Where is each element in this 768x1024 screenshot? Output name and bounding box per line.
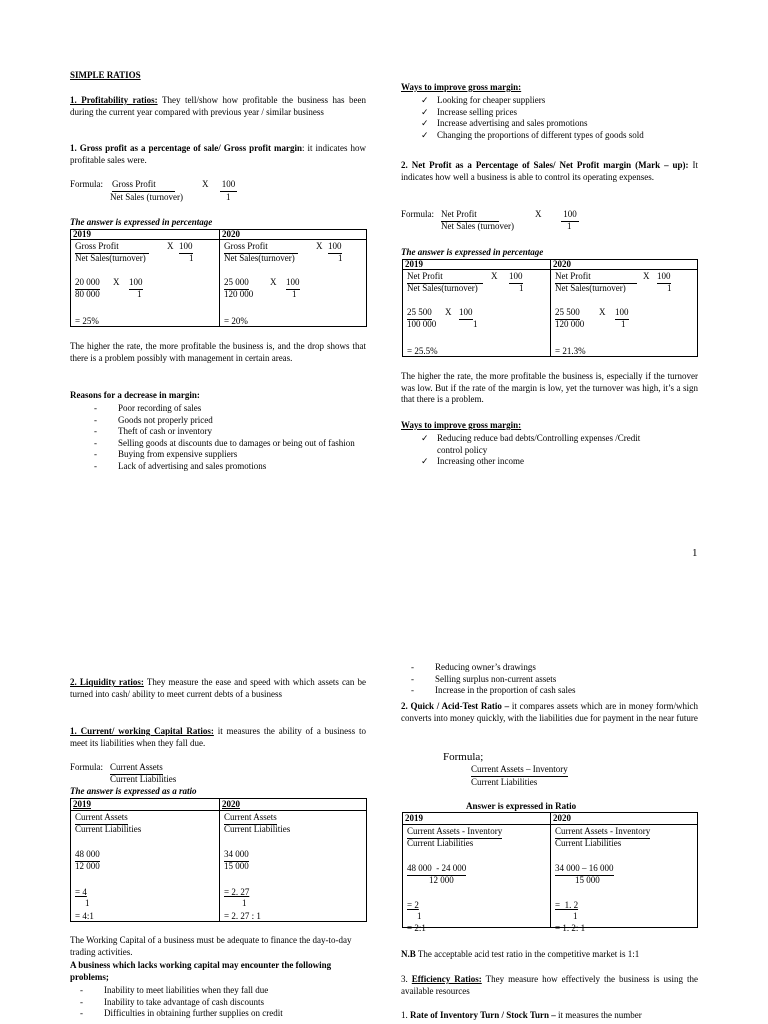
cell-x: X (643, 271, 650, 281)
value-one: 1 (573, 911, 578, 921)
cell-numerator: Current Assets - Inventory (407, 826, 502, 839)
cell-numerator: Gross Profit (224, 241, 298, 254)
year-2019: 2019 (71, 799, 220, 811)
reason-item: - Lack of advertising and sales promotions (118, 461, 366, 473)
reason-item: - Theft of cash or inventory (118, 426, 366, 438)
year-2020: 2020 (220, 230, 367, 240)
ways-list (437, 95, 698, 141)
improve-item: - Increase in the proportion of cash sales (435, 685, 698, 697)
cell-numerator: Net Profit (407, 271, 483, 284)
result: = 4:1 (75, 911, 94, 921)
value-x: X (113, 277, 120, 287)
percentage-caption: The answer is expressed in percentage (70, 217, 213, 227)
year-2019: 2019 (403, 813, 551, 825)
value-one: 1 (621, 319, 626, 329)
value-x: X (599, 307, 606, 317)
cell-x: X (491, 271, 498, 281)
year-2020: 2020 (551, 813, 698, 825)
liquidity-paragraph: 2. Liquidity ratios: They measure the ease and speed with which assets can be turned into cash/ ability to meet current debts of a business (70, 677, 366, 699)
value-numerator: 25 000 (224, 277, 249, 290)
formula-denominator: Net Sales (turnover) (110, 192, 183, 202)
reason-item: - Buying from expensive suppliers (118, 449, 366, 461)
value-one: 1 (242, 898, 247, 908)
cell-denominator: Current Liabilities (555, 838, 622, 848)
value-one: 1 (292, 289, 297, 299)
cell-numerator: Current Assets (75, 812, 128, 825)
cell-denominator: Current Liabilities (407, 838, 474, 848)
problem-item: - Difficulties in obtaining further supplies on credit (104, 1008, 366, 1020)
cell-one: 1 (189, 253, 194, 263)
gross-profit-paragraph: 1. Gross profit as a percentage of sale/ Gross profit margin: it indicates how profitable sales were. (70, 143, 366, 165)
problem-item: - Inability to meet liabilities when they fall due (104, 985, 366, 997)
result: = 21.3% (555, 346, 586, 356)
value-one: 1 (417, 911, 422, 921)
cell-numerator: Net Profit (555, 271, 637, 284)
value-one: 1 (137, 289, 142, 299)
qa-caption: Answer is expressed in Ratio (466, 801, 577, 811)
page-2 (0, 608, 768, 1024)
cell-hundred: 100 (328, 241, 342, 254)
year-2020: 2020 (551, 260, 698, 270)
way-item: ✓ Increase advertising and sales promotions (437, 118, 698, 130)
np-formula-one: 1 (567, 221, 572, 231)
np-explanation: The higher the rate, the more profitable the business is, especially if the turnover was low. But if the rate of the margin is low, yet the turnover was high, it’s a sign that there is a problem. (401, 371, 698, 405)
reasons-title: Reasons for a decrease in margin: (70, 390, 200, 400)
problems-list (104, 985, 366, 1020)
np-formula-hundred: 100 (561, 209, 579, 222)
cell-denominator: Net Sales(turnover) (407, 283, 478, 293)
improve-item: - Reducing owner’s drawings (435, 662, 698, 674)
cell-hundred: 100 (179, 241, 193, 254)
formula-label: Formula; (443, 751, 484, 763)
cr-formula-numerator: Current Assets (110, 762, 163, 775)
cell-denominator: Net Sales(turnover) (75, 253, 146, 263)
improve-list (435, 662, 698, 697)
improve-item: - Selling surplus non-current assets (435, 674, 698, 686)
cell-one: 1 (519, 283, 524, 293)
working-capital-text: The Working Capital of a business must be adequate to finance the day-to-day trading activities. (70, 935, 352, 957)
cell-one: 1 (667, 283, 672, 293)
value-eq: = 1. 2 (555, 900, 579, 910)
ratio-caption: The answer is expressed as a ratio (70, 786, 197, 796)
value-denominator: 80 000 (75, 289, 100, 299)
value-denominator: 12 000 (429, 875, 454, 885)
reason-item: - Selling goods at discounts due to damages or being out of fashion (118, 438, 366, 450)
problem-item: - Inability to take advantage of cash discounts (104, 997, 366, 1009)
acid-test-table (402, 812, 698, 933)
formula-label: Formula: (70, 762, 103, 772)
np-formula-x: X (535, 209, 542, 219)
cell-numerator: Current Assets (224, 812, 277, 825)
result: = 25.5% (407, 346, 438, 356)
way-item: ✓ Looking for cheaper suppliers (437, 95, 698, 107)
value-numerator: 20 000 (75, 277, 100, 290)
way-item: ✓ Changing the proportions of different types of goods sold (437, 130, 698, 142)
result: = 1. 2: 1 (555, 923, 586, 933)
result: = 25% (75, 316, 99, 326)
cell-one: 1 (338, 253, 343, 263)
gross-profit-table (70, 229, 367, 327)
cell-denominator: Current Liabilities (75, 824, 142, 834)
value-hundred: 100 (129, 277, 143, 290)
value-denominator: 120 000 (555, 319, 585, 329)
np-formula-denominator: Net Sales (turnover) (441, 221, 514, 231)
value-numerator: 34 000 – 16 000 (555, 863, 614, 876)
gp-explanation: The higher the rate, the more profitable the business is, and the drop shows that there is a problem possibly with management in certain areas. (70, 341, 366, 363)
value-hundred: 100 (286, 277, 300, 290)
value-x: X (270, 277, 277, 287)
value-hundred: 100 (459, 307, 473, 320)
cell-hundred: 100 (509, 271, 523, 284)
way-item: ✓ Increasing other income (437, 456, 667, 468)
year-2019: 2019 (71, 230, 220, 240)
value-numerator: 48 000 (75, 849, 100, 862)
heading: SIMPLE RATIOS (70, 70, 141, 80)
acid-test-paragraph: 2. Quick / Acid-Test Ratio – it compares assets which are in money form/which converts into money quickly, with the liabilities due for payment in the near future (401, 701, 698, 723)
formula-one: 1 (226, 192, 231, 202)
reason-item: - Goods not properly priced (118, 415, 366, 427)
ways2-list (437, 433, 667, 468)
current-ratio-table (70, 798, 367, 922)
nb-note: N.B The acceptable acid test ratio in the competitive market is 1:1 (401, 949, 640, 959)
inventory-turn-paragraph: 1. Rate of Inventory Turn / Stock Turn – it measures the number (401, 1010, 642, 1020)
result: = 2:1 (407, 923, 426, 933)
efficiency-paragraph: 3. Efficiency Ratios: They measure how effectively the business is using the available resources (401, 974, 699, 996)
ways2-title: Ways to improve gross margin: (401, 420, 522, 430)
net-profit-paragraph: 2. Net Profit as a Percentage of Sales/ Net Profit margin (Mark – up): It indicates how well a business is able to control its operating expenses. (401, 160, 698, 182)
value-one: 1 (473, 319, 478, 329)
value-numerator: 25 500 (555, 307, 580, 320)
formula-numerator: Gross Profit (112, 179, 175, 192)
value-eq: = 2. 27 (224, 887, 250, 897)
year-2020: 2020 (220, 799, 367, 811)
cell-x: X (167, 241, 174, 251)
year-2019: 2019 (403, 260, 551, 270)
cell-denominator: Net Sales(turnover) (555, 283, 626, 293)
formula-hundred: 100 (220, 179, 237, 192)
value-denominator: 120 000 (224, 289, 254, 299)
net-profit-table (402, 259, 698, 357)
reason-item: - Poor recording of sales (118, 403, 366, 415)
cell-hundred: 100 (657, 271, 671, 284)
cr-formula-denominator: Current Liabilities (110, 774, 177, 784)
formula-label: Formula: (70, 179, 103, 189)
working-capital-bold: A business which lacks working capital may encounter the following problems; (70, 960, 332, 982)
ways-title: Ways to improve gross margin: (401, 82, 522, 92)
value-numerator: 48 000 - 24 000 (407, 863, 466, 876)
way-item: ✓ Reducing reduce bad debts/Controlling expenses /Credit control policy (437, 433, 667, 456)
value-denominator: 100 000 (407, 319, 437, 329)
value-eq: = 4 (75, 887, 87, 897)
value-denominator: 12 000 (75, 861, 100, 871)
np-percentage-caption: The answer is expressed in percentage (401, 247, 544, 257)
current-ratio-paragraph: 1. Current/ working Capital Ratios: it measures the ability of a business to meet its liabilities when they fall due. (70, 726, 366, 748)
cell-numerator: Current Assets - Inventory (555, 826, 650, 839)
qa-formula-numerator: Current Assets – Inventory (471, 764, 568, 777)
cell-denominator: Current Liabilities (224, 824, 291, 834)
profitability-paragraph: 1. Profitability ratios: They tell/show how profitable the business has been during the current year compared with previous year / similar business (70, 95, 367, 117)
page-number: 1 (692, 547, 698, 559)
cell-x: X (316, 241, 323, 251)
np-formula-numerator: Net Profit (441, 209, 499, 222)
value-numerator: 25 500 (407, 307, 432, 320)
formula-x: X (202, 179, 209, 189)
value-numerator: 34 000 (224, 849, 249, 862)
qa-formula-denominator: Current Liabilities (471, 777, 538, 787)
value-one: 1 (85, 898, 90, 908)
value-x: X (445, 307, 452, 317)
reasons-list (118, 403, 366, 472)
value-denominator: 15 000 (575, 875, 600, 885)
value-denominator: 15 000 (224, 861, 249, 871)
formula-label: Formula: (401, 209, 434, 219)
result: = 20% (224, 316, 248, 326)
value-eq: = 2 (407, 900, 419, 910)
cell-numerator: Gross Profit (75, 241, 149, 254)
value-hundred: 100 (615, 307, 629, 320)
way-item: ✓ Increase selling prices (437, 107, 698, 119)
cell-denominator: Net Sales(turnover) (224, 253, 295, 263)
result: = 2. 27 : 1 (224, 911, 261, 921)
